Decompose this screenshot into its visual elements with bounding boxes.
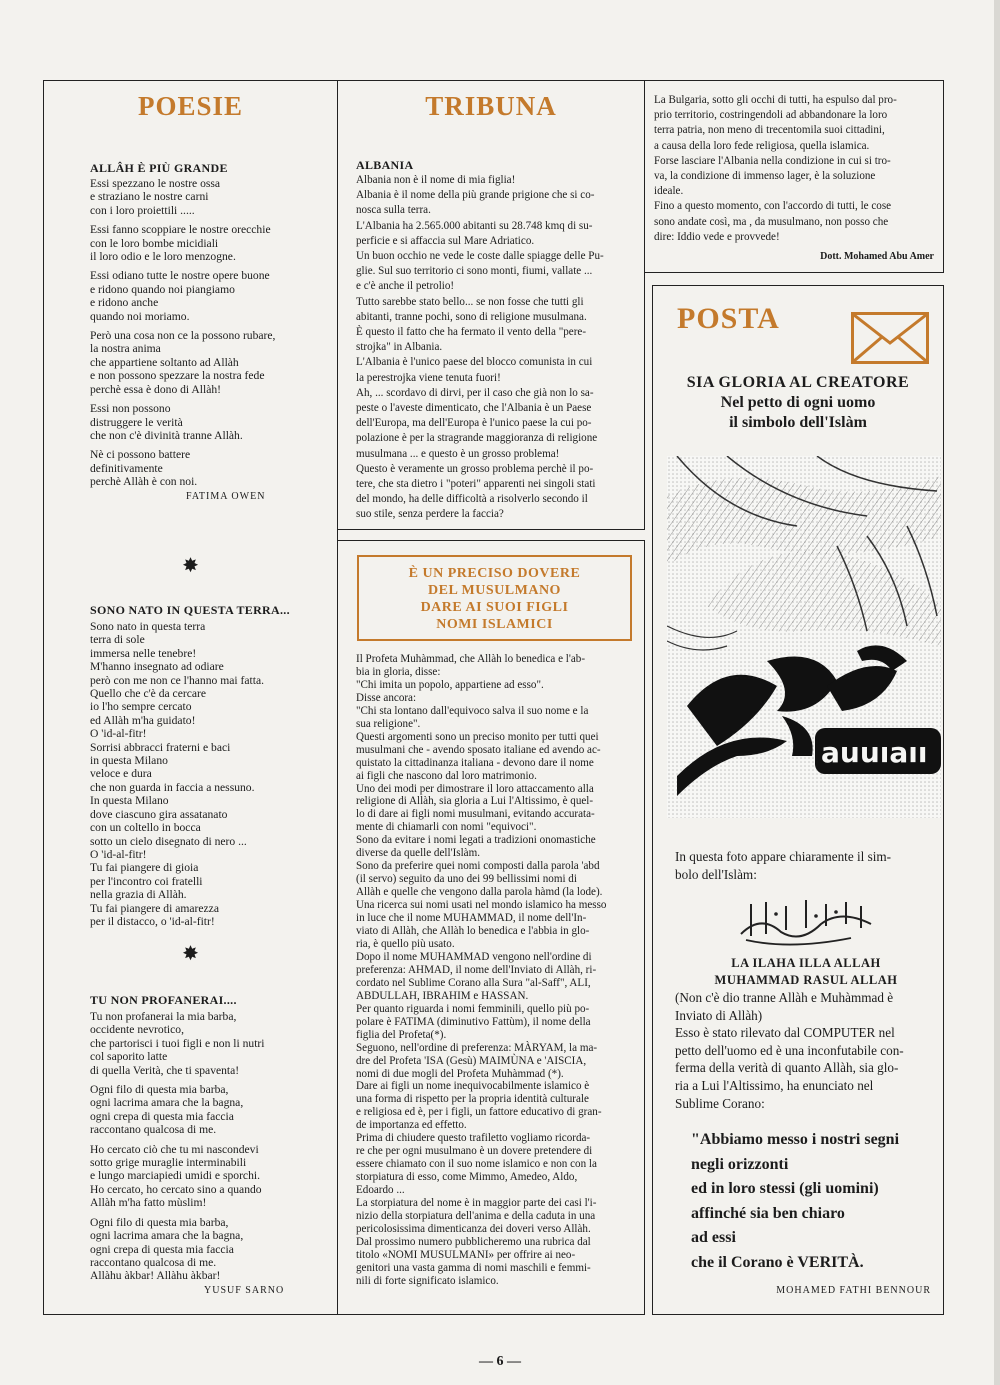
- posta-author: MOHAMED FATHI BENNOUR: [776, 1285, 931, 1296]
- poem-stanza: Ogni filo di questa mia barba, ogni lacrima amara che la bagna, ogni crepa di questa mia faccia raccontano qualcosa di me. Allàhu àkbar! Allàhu àkbar!: [90, 1215, 244, 1283]
- quran-quote: "Abbiamo messo i nostri segni negli orizzonti ed in loro stessi (gli uomini) affinché sia ben chiaro ad essi che il Corano è VERITÀ.: [691, 1131, 900, 1271]
- envelope-icon: [851, 312, 929, 364]
- tribuna-frame: [337, 80, 645, 530]
- poesie-heading: POESIE: [137, 91, 244, 121]
- page-number: — 6 —: [479, 1354, 521, 1369]
- poem-stanza: Tu non profanerai la mia barba, occidente nevrotico, che partorisci i tuoi figli e non li nutri col saporito latte di quella Verità, che ti spaventa!: [90, 1010, 265, 1077]
- posta-subtitle-line: il simbolo dell'Islàm: [729, 414, 867, 431]
- poem-stanza: Però una cosa non ce la possono rubare, la nostra anima che appartiene soltanto ad Allàh e non possono spezzare la nostra fede perchè essa è dono di Allàh!: [90, 329, 276, 396]
- dovere-frame: [337, 540, 645, 1315]
- poesie-frame: [43, 80, 338, 1315]
- poem-stanza: Essi spezzano le nostre ossa e straziano le nostre carni con i loro proiettili .....: [90, 177, 221, 217]
- dovere-title: È UN PRECISO DOVERE DEL MUSULMANO DARE AI SUOI FIGLI NOMI ISLAMICI: [408, 566, 581, 632]
- poem-stanza: Ogni filo di questa mia barba, ogni lacrima amara che la bagna, ogni crepa di questa mia faccia raccontano qualcosa di me.: [90, 1083, 244, 1137]
- posta-heading: POSTA: [677, 302, 780, 335]
- poem-body: Sono nato in questa terra terra di sole immersa nelle tenebre! M'hanno insegnato ad odiare però con me non ce l'hanno mai fatta. Quello che c'è da cercare io l'ho sempre cercato ed Allàh m'ha guidato! O 'id-al-fitr! Sorrisi abbracci fraterni e baci in questa Milano veloce e dura che non guarda in faccia a nessuno. In questa Milano dove ciascuno gira assatanato con un coltello in bocca sotto un cielo disegnato di nero ... O 'id-al-fitr! Tu fai piangere di gioia per l'incontro coi fratelli nella grazia di Allàh. Tu fai piangere di amarezza per il distacco, o 'id-al-fitr!: [90, 620, 264, 928]
- poem-stanza: Essi odiano tutte le nostre opere buone e ridono quando noi piangiamo e ridono anche quando noi moriamo.: [90, 269, 270, 323]
- continuation-frame: [644, 80, 944, 273]
- posta-article: [675, 848, 937, 1112]
- poem-title: TU NON PROFANERAI....: [90, 993, 237, 1007]
- separator-star: ✸: [182, 555, 199, 577]
- poem-allah-piu-grande: [90, 161, 330, 502]
- poem-sono-nato: [90, 603, 330, 928]
- posta-body: (Non c'è dio tranne Allàh e Muhàmmad è Inviato di Allàh) Esso è stato rilevato dal COMPUTER nel petto dell'uomo ed è una inconfutabile con- ferma della verità di quanto Allàh, sia glo- ria a Lui l'Altissimo, ha enunciato nel Sublime Corano:: [675, 990, 904, 1111]
- dovere-article: [356, 653, 641, 1288]
- poem-tu-non-profanerai: [90, 993, 330, 1296]
- arabic-calligraphy: [675, 894, 937, 952]
- posta-subtitle: [653, 374, 943, 432]
- shahada-line: LA ILAHA ILLA ALLAH: [731, 956, 881, 970]
- page-edge: [994, 0, 1000, 1385]
- posta-subtitle-line: Nel petto di ogni uomo: [720, 394, 876, 411]
- chest-scan-photo: [667, 456, 941, 818]
- shahada-line: MUHAMMAD RASUL ALLAH: [714, 973, 898, 987]
- poem-stanza: Essi non possono distruggere le verità che non c'è divinità tranne Allàh.: [90, 402, 243, 442]
- continuation-article: [654, 93, 939, 262]
- tribuna-article: [356, 158, 641, 523]
- poem-title: SONO NATO IN QUESTA TERRA...: [90, 603, 290, 617]
- poem-stanza: Ho cercato ciò che tu mi nascondevi sotto grige muraglie interminabili e lungo marciapiedi umidi e sporchi. Ho cercato, ho cercato sino a quando Allàh m'ha fatto mùslim!: [90, 1142, 262, 1210]
- svg-text:auuıaıı: auuıaıı: [821, 736, 928, 769]
- dovere-body: Il Profeta Muhàmmad, che Allàh lo benedica e l'ab- bia in gloria, disse: "Chi imita un popolo, appartiene ad esso". Disse ancora: "Chi sta lontano dall'equivoco salva il suo nome e la sua religione". Questi argomenti sono un preciso monito per tutti quei musulmani che - avendo sposato italiane ed avendo ac- quistato la cittadinanza italiana - devono dare il nome ai figli che nascono dal loro matrimonio. Uno dei modi per dimostrare il loro attaccamento alla religione di Allàh, sia gloria a Lui l'Altissimo, è quel- lo di dare ai figli nomi musulmani, evitando accurata- mente di chiamarli con nomi "equivoci". Sono da evitare i nomi legati a tradizioni onomastiche diverse da quelle dell'Islàm. Sono da preferire quei nomi composti dalla parola 'abd (il servo) seguito da uno dei 99 bellissimi nomi di Allàh e quelle che vengono dalla parola hàmd (la lode). Una ricerca sui nomi usati nel mondo islamico ha messo in luce che il nome MUHAMMAD, il nome dell'In- viato di Allàh, che Allàh lo benedica e l'abbia in glo- ria, è quello più usato. Dopo il nome MUHAMMAD vengono nell'ordine di preferenza: AHMAD, il nome dell'Inviato di Allàh, ri- cordato nel Sublime Corano alla Sura "al-Saff", ALI, ABDULLAH, IBRAHIM e HASSAN. Per quanto riguarda i nomi femminili, quello più po- polare è FATIMA (diminutivo Fattùm), il nome della figlia del Profeta(*). Seguono, nell'ordine di preferenza: MÀRYAM, la ma- dre del Profeta 'ISA (Gesù) MAIMÙNA e 'AISCIA, nomi di due mogli del Profeta Muhàmmad (*). Dare ai figli un nome inequivocabilmente islamico è una forma di rispetto per la propria identità culturale e religiosa ed è, per i figli, un fattore educativo di gran- de importanza ed effetto. Prima di chiudere questo trafiletto vogliamo ricorda- re che per ogni musulmano è un dovere pretendere di essere chiamato con il suo nome islamico e non con la storpiatura di esso, come Mimmo, Amedeo, Aldo, Edoardo ... La storpiatura del nome è in maggior parte dei casi l'i- nizio della storpiatura dell'anima e della caduta in una pericolosissima dimenticanza dei doveri verso Allàh. Dal prossimo numero pubblicheremo una rubrica dal titolo «NOMI MUSULMANI» per offrire ai neo- genitori una vasta gamma di nomi maschili e femmi- nili di forte significato islamico.: [356, 653, 607, 1287]
- separator-star: ✸: [182, 943, 199, 965]
- article-body: Albania non è il nome di mia figlia! Albania è il nome della più grande prigione che si co- nosca sulla terra. L'Albania ha 2.565.000 abitanti su 28.748 kmq di su- perficie e si affaccia sul Mare Adriatico. Un buon occhio ne vede le coste dalle spiagge delle Pu- glie. Sul suo territorio ci sono monti, fiumi, vallate ... e c'è anche il petrolio! Tutto sarebbe stato bello... se non fosse che tutti gli abitanti, tranne pochi, sono di religione musulmana. È questo il fatto che ha fermato il vento della "pere- strojka" in Albania. L'Albania è l'unico paese del blocco comunista in cui la perestrojka viene tenuta fuori! Ah, ... scordavo di dirvi, per il caso che già non lo sa- peste o l'aveste dimenticato, che l'Albania è un Paese dell'Europa, ma dell'Europa è l'unico paese la cui po- polazione è per la stragrande maggioranza di religione musulmana ... e questo è un grosso problema! Questo è veramente un grosso problema perchè il po- tere, che sta dietro i "poteri" apparenti nei singoli stati del mondo, ha delle difficoltà a risolverlo secondo il suo stile, senza perdere la faccia?: [356, 174, 604, 521]
- dovere-title-box: [357, 555, 632, 641]
- poem-title: ALLÂH È PIÙ GRANDE: [90, 161, 228, 175]
- posta-intro: In questa foto appare chiaramente il sim- bolo dell'Islàm:: [675, 849, 892, 882]
- article-title: ALBANIA: [356, 158, 414, 172]
- poem-author: FATIMA OWEN: [186, 490, 266, 502]
- continuation-body: La Bulgaria, sotto gli occhi di tutti, ha espulso dal pro- prio territorio, costringendoli ad abbandonare la loro terra patria, non meno di trecentomila suoi cittadini, a causa della loro fede religiosa, quella islamica. Forse lasciare l'Albania nella condizione in cui si tro- va, la condizione di immenso lager, è la soluzione ideale. Fino a questo momento, con l'accordo di tutti, le cose sono andate così, ma , da musulmano, non posso che dire: Iddio vede e provvede!: [654, 94, 897, 243]
- posta-subtitle-line: SIA GLORIA AL CREATORE: [686, 374, 910, 391]
- poem-author: YUSUF SARNO: [204, 1284, 285, 1296]
- tribuna-heading: TRIBUNA: [425, 91, 557, 121]
- article-author: Dott. Mohamed Abu Amer: [820, 251, 934, 263]
- poem-stanza: Essi fanno scoppiare le nostre orecchie con le loro bombe micidiali il loro odio e le loro menzogne.: [90, 223, 271, 264]
- poem-stanza: Nè ci possono battere definitivamente perchè Allàh è con noi.: [90, 448, 198, 489]
- posta-frame: [652, 285, 944, 1315]
